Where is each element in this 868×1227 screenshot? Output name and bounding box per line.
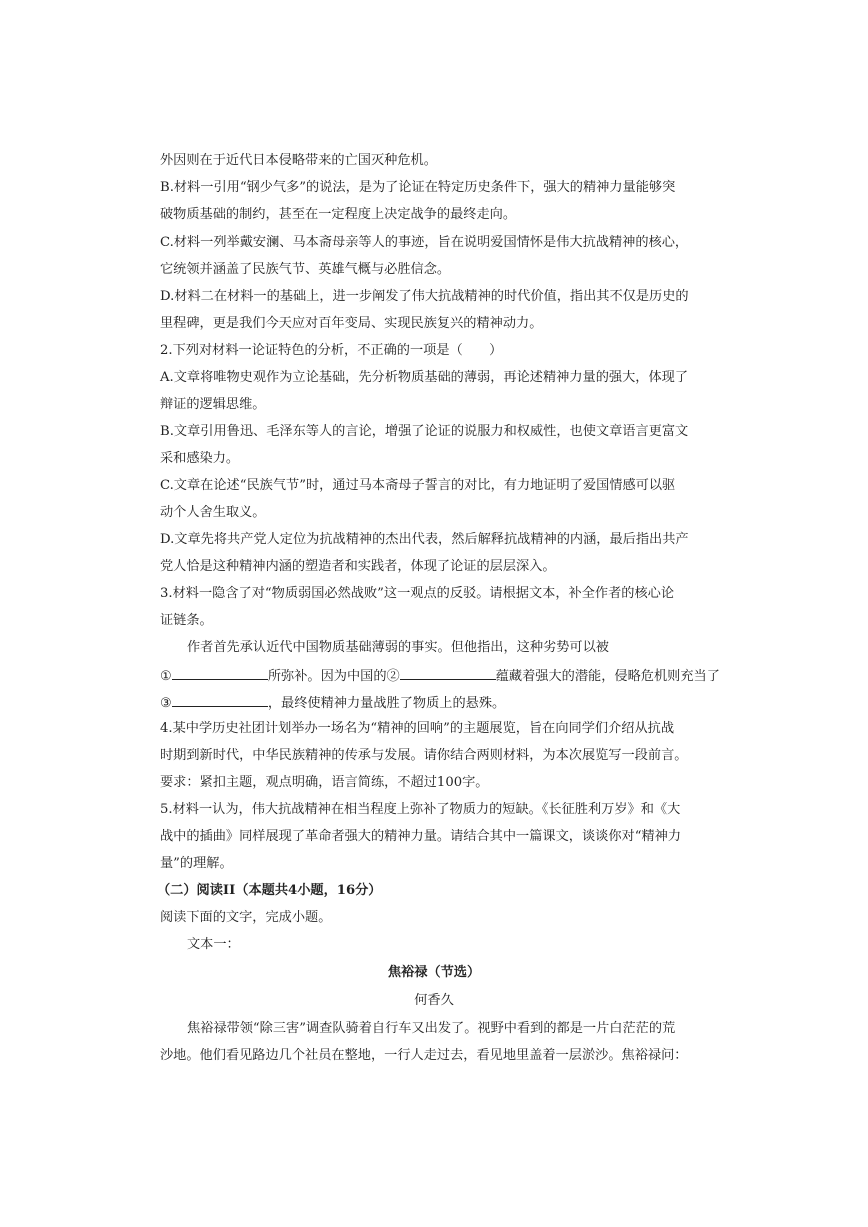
blank-2[interactable] <box>400 667 496 680</box>
blank-label-1: ① <box>160 669 172 684</box>
fill-text: 蕴藏着强大的潜能，侵略危机则充当了 <box>495 669 720 684</box>
question-3: 3.材料一隐含了对“物质弱国必然战败”这一观点的反驳。请根据文本，补全作者的核心论 <box>160 586 674 601</box>
option-d-line: D.材料二在材料一的基础上，进一步阐发了伟大抗战精神的时代价值，指出其不仅是历史的 <box>160 289 689 304</box>
blank-3[interactable] <box>172 694 268 707</box>
passage-text: 焦裕禄带领“除三害”调查队骑着自行车又出发了。视野中看到的都是一片白茫茫的荒 <box>187 1021 676 1036</box>
text-one-label: 文本一： <box>187 937 240 952</box>
option-d-line: D.文章先将共产党人定位为抗战精神的杰出代表，然后解释抗战精神的内涵，最后指出共产 <box>160 532 689 547</box>
fill-in-line <box>160 667 720 685</box>
option-b-line: B.文章引用鲁迅、毛泽东等人的言论，增强了论证的说服力和权威性，也使文章语言更富文 <box>160 424 689 439</box>
question-4: 4.某中学历史社团计划举办一场名为“精神的回响”的主题展览，旨在向同学们介绍从抗战 <box>160 721 674 736</box>
text-line: 里程碑，更是我们今天应对百年变局、实现民族复兴的精神动力。 <box>160 316 543 331</box>
option-c-line: C.文章在论述“民族气节”时，通过马本斋母子誓言的对比，有力地证明了爱国情感可以驱 <box>160 478 676 493</box>
fill-text: ，最终使精神力量战胜了物质上的悬殊。 <box>267 696 506 711</box>
fill-text: 所弥补。因为中国的② <box>267 669 400 684</box>
text-line: 证链条。 <box>160 613 213 628</box>
option-c-line: C.材料一列举戴安澜、马本斋母亲等人的事迹，旨在说明爱国情怀是伟大抗战精神的核心， <box>160 235 689 250</box>
text-line: 动个人舍生取义。 <box>160 505 266 520</box>
text-line: 外因则在于近代日本侵略带来的亡国灭种危机。 <box>160 153 437 168</box>
blank-1[interactable] <box>172 667 268 680</box>
text-line: 破物质基础的制约，甚至在一定程度上决定战争的最终走向。 <box>160 207 517 222</box>
text-line: 战中的插曲》同样展现了革命者强大的精神力量。请结合其中一篇课文，谈谈你对“精神力 <box>160 829 682 844</box>
option-a-line: A.文章将唯物史观作为立论基础，先分析物质基础的薄弱，再论述精神力量的强大，体现了 <box>160 370 689 385</box>
text-line: 辩证的逻辑思维。 <box>160 397 266 412</box>
chain-intro: 作者首先承认近代中国物质基础薄弱的事实。但他指出，这种劣势可以被 <box>187 640 609 655</box>
text-line: 它统领并涵盖了民族气节、英雄气概与必胜信念。 <box>160 262 451 277</box>
passage-title: 焦裕禄（节选） <box>387 965 481 980</box>
section-heading: （二）阅读II（本题共4小题，16分） <box>157 883 382 898</box>
text-line: 党人恰是这种精神内涵的塑造者和实践者，体现了论证的层层深入。 <box>160 559 556 574</box>
instruction: 阅读下面的文字，完成小题。 <box>160 910 332 925</box>
passage-author: 何香久 <box>414 993 454 1008</box>
blank-label-3: ③ <box>160 696 172 711</box>
passage-text: 沙地。他们看见路边几个社员在整地，一行人走过去，看见地里盖着一层淤沙。焦裕禄问： <box>160 1048 688 1063</box>
fill-in-line <box>160 694 505 712</box>
text-line: 采和感染力。 <box>160 451 240 466</box>
text-line: 量”的理解。 <box>160 856 233 871</box>
option-b-line: B.材料一引用“钢少气多”的说法，是为了论证在特定历史条件下，强大的精神力量能够突 <box>160 180 676 195</box>
text-line: 时期到新时代，中华民族精神的传承与发展。请你结合两则材料，为本次展览写一段前言。 <box>160 748 688 763</box>
text-line: 要求：紧扣主题，观点明确，语言简练，不超过100字。 <box>160 775 489 790</box>
question-5: 5.材料一认为，伟大抗战精神在相当程度上弥补了物质力的短缺。《长征胜利万岁》和《大 <box>160 802 681 817</box>
question-2: 2.下列对材料一论证特色的分析，不正确的一项是（ ） <box>160 343 503 358</box>
